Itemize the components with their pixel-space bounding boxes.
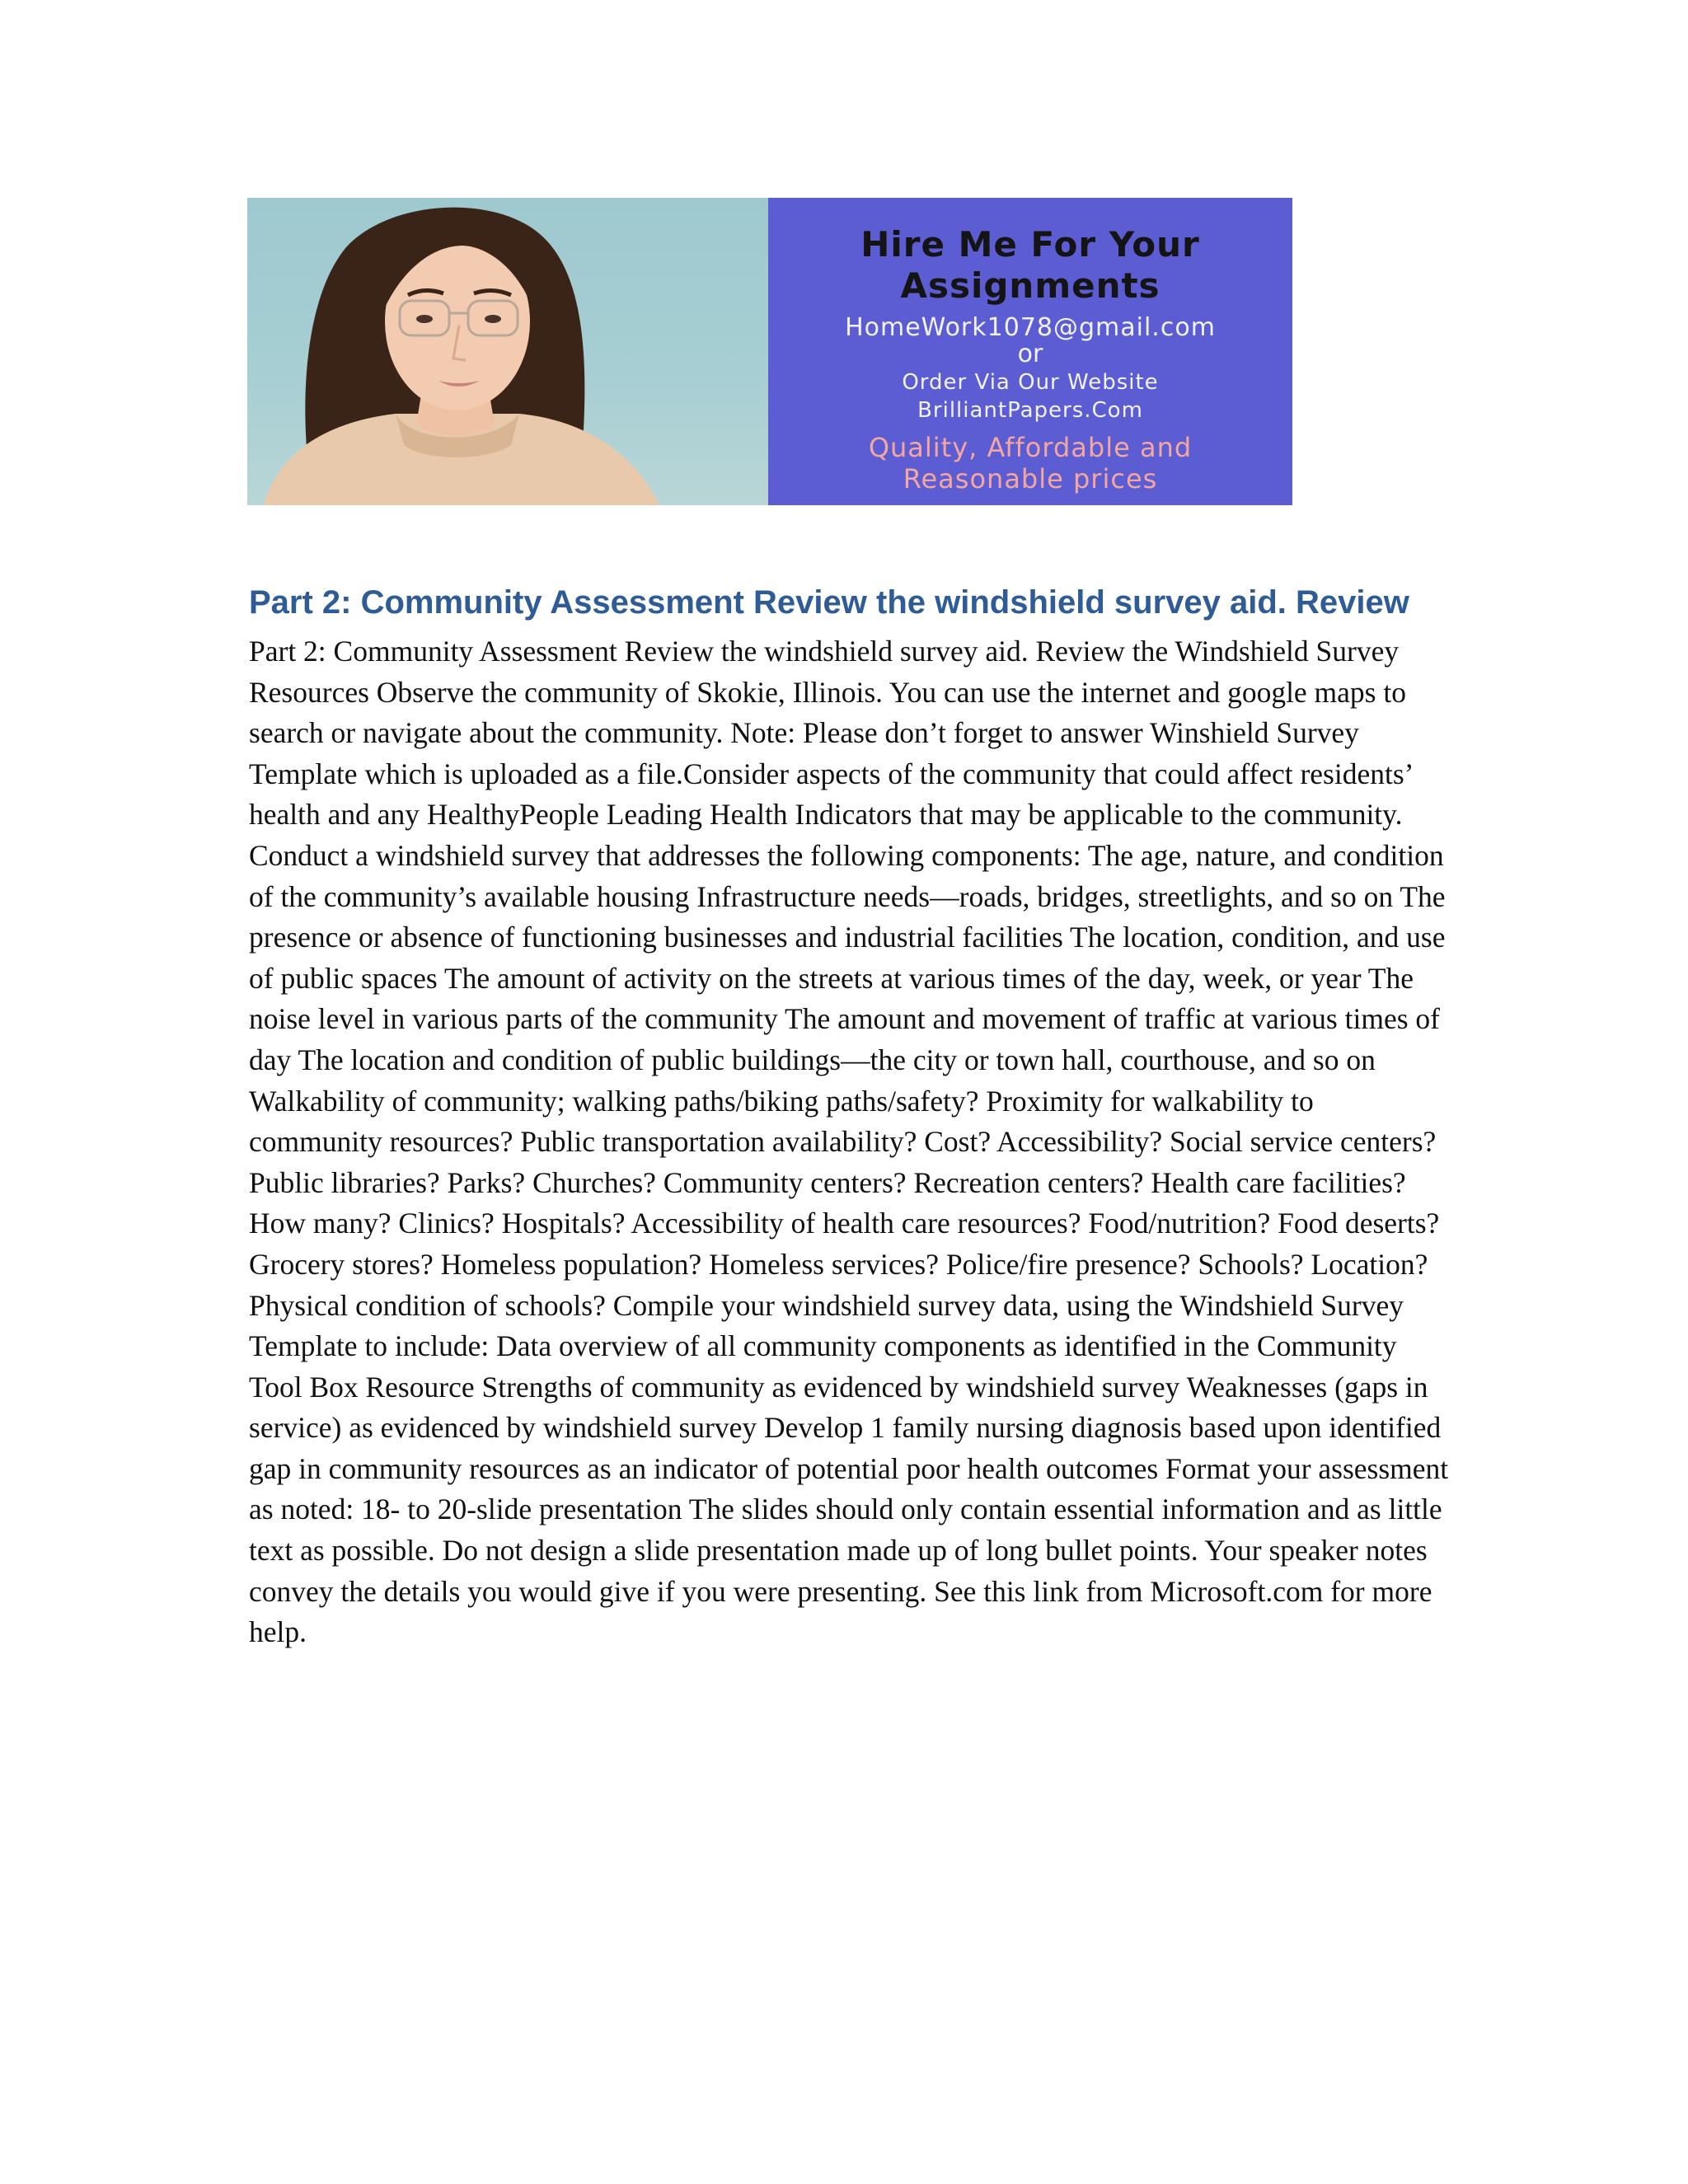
promo-website: BrilliantPapers.Com: [917, 398, 1143, 423]
promo-tagline: Quality, Affordable and Reasonable prices: [868, 432, 1193, 494]
promo-or: or: [1017, 340, 1043, 368]
promo-headline: Hire Me For Your Assignments: [860, 224, 1200, 306]
promo-panel: [768, 198, 1292, 505]
promo-order-text: [768, 368, 1292, 424]
promo-order-line: Order Via Our Website: [902, 370, 1159, 395]
portrait-illustration: [247, 198, 768, 505]
advertisement-banner: [247, 198, 1292, 505]
woman-portrait-image: [247, 198, 768, 505]
document-body: Part 2: Community Assessment Review the windshield survey aid. Review the Windshield Survey Resources Observe the community of Skokie, Illinois. You can use the internet and google maps to search or navigate about the community. Note: Please don’t forget to answer Winshield Survey Template which is uploaded as a file.Consider aspects of the community that could affect residents’ health and any HealthyPeople Leading Health Indicators that may be applicable to the community. Conduct a windshield survey that addresses the following components: The age, nature, and condition of the community’s available housing Infrastructure needs—roads, bridges, streetlights, and so on The presence or absence of functioning businesses and industrial facilities The location, condition, and use of public spaces The amount of activity on the streets at various times of the day, week, or year The noise level in various parts of the community The amount and movement of traffic at various times of day The location and condition of public buildings—the city or town hall, courthouse, and so on Walkability of community; walking paths/biking paths/safety? Proximity for walkability to community resources? Public transportation availability? Cost? Accessibility? Social service centers? Public libraries? Parks? Churches? Community centers? Recreation centers? Health care facilities? How many? Clinics? Hospitals? Accessibility of health care resources? Food/nutrition? Food deserts? Grocery stores? Homeless population? Homeless services? Police/fire presence? Schools? Location? Physical condition of schools? Compile your windshield survey data, using the Windshield Survey Template to include: Data overview of all community components as identified in the Community Tool Box Resource Strengths of community as evidenced by windshield survey Weaknesses (gaps in service) as evidenced by windshield survey Develop 1 family nursing diagnosis based upon identified gap in community resources as an indicator of potential poor health outcomes Format your assessment as noted: 18- to 20-slide presentation The slides should only contain essential information and as little text as possible. Do not design a slide presentation made up of long bullet points. Your speaker notes convey the details you would give if you were presenting. See this link from Microsoft.com for more help.: [249, 635, 1449, 1649]
document-title: Part 2: Community Assessment Review the windshield survey aid. Review: [249, 584, 1409, 621]
promo-email: HomeWork1078@gmail.com: [845, 313, 1216, 342]
